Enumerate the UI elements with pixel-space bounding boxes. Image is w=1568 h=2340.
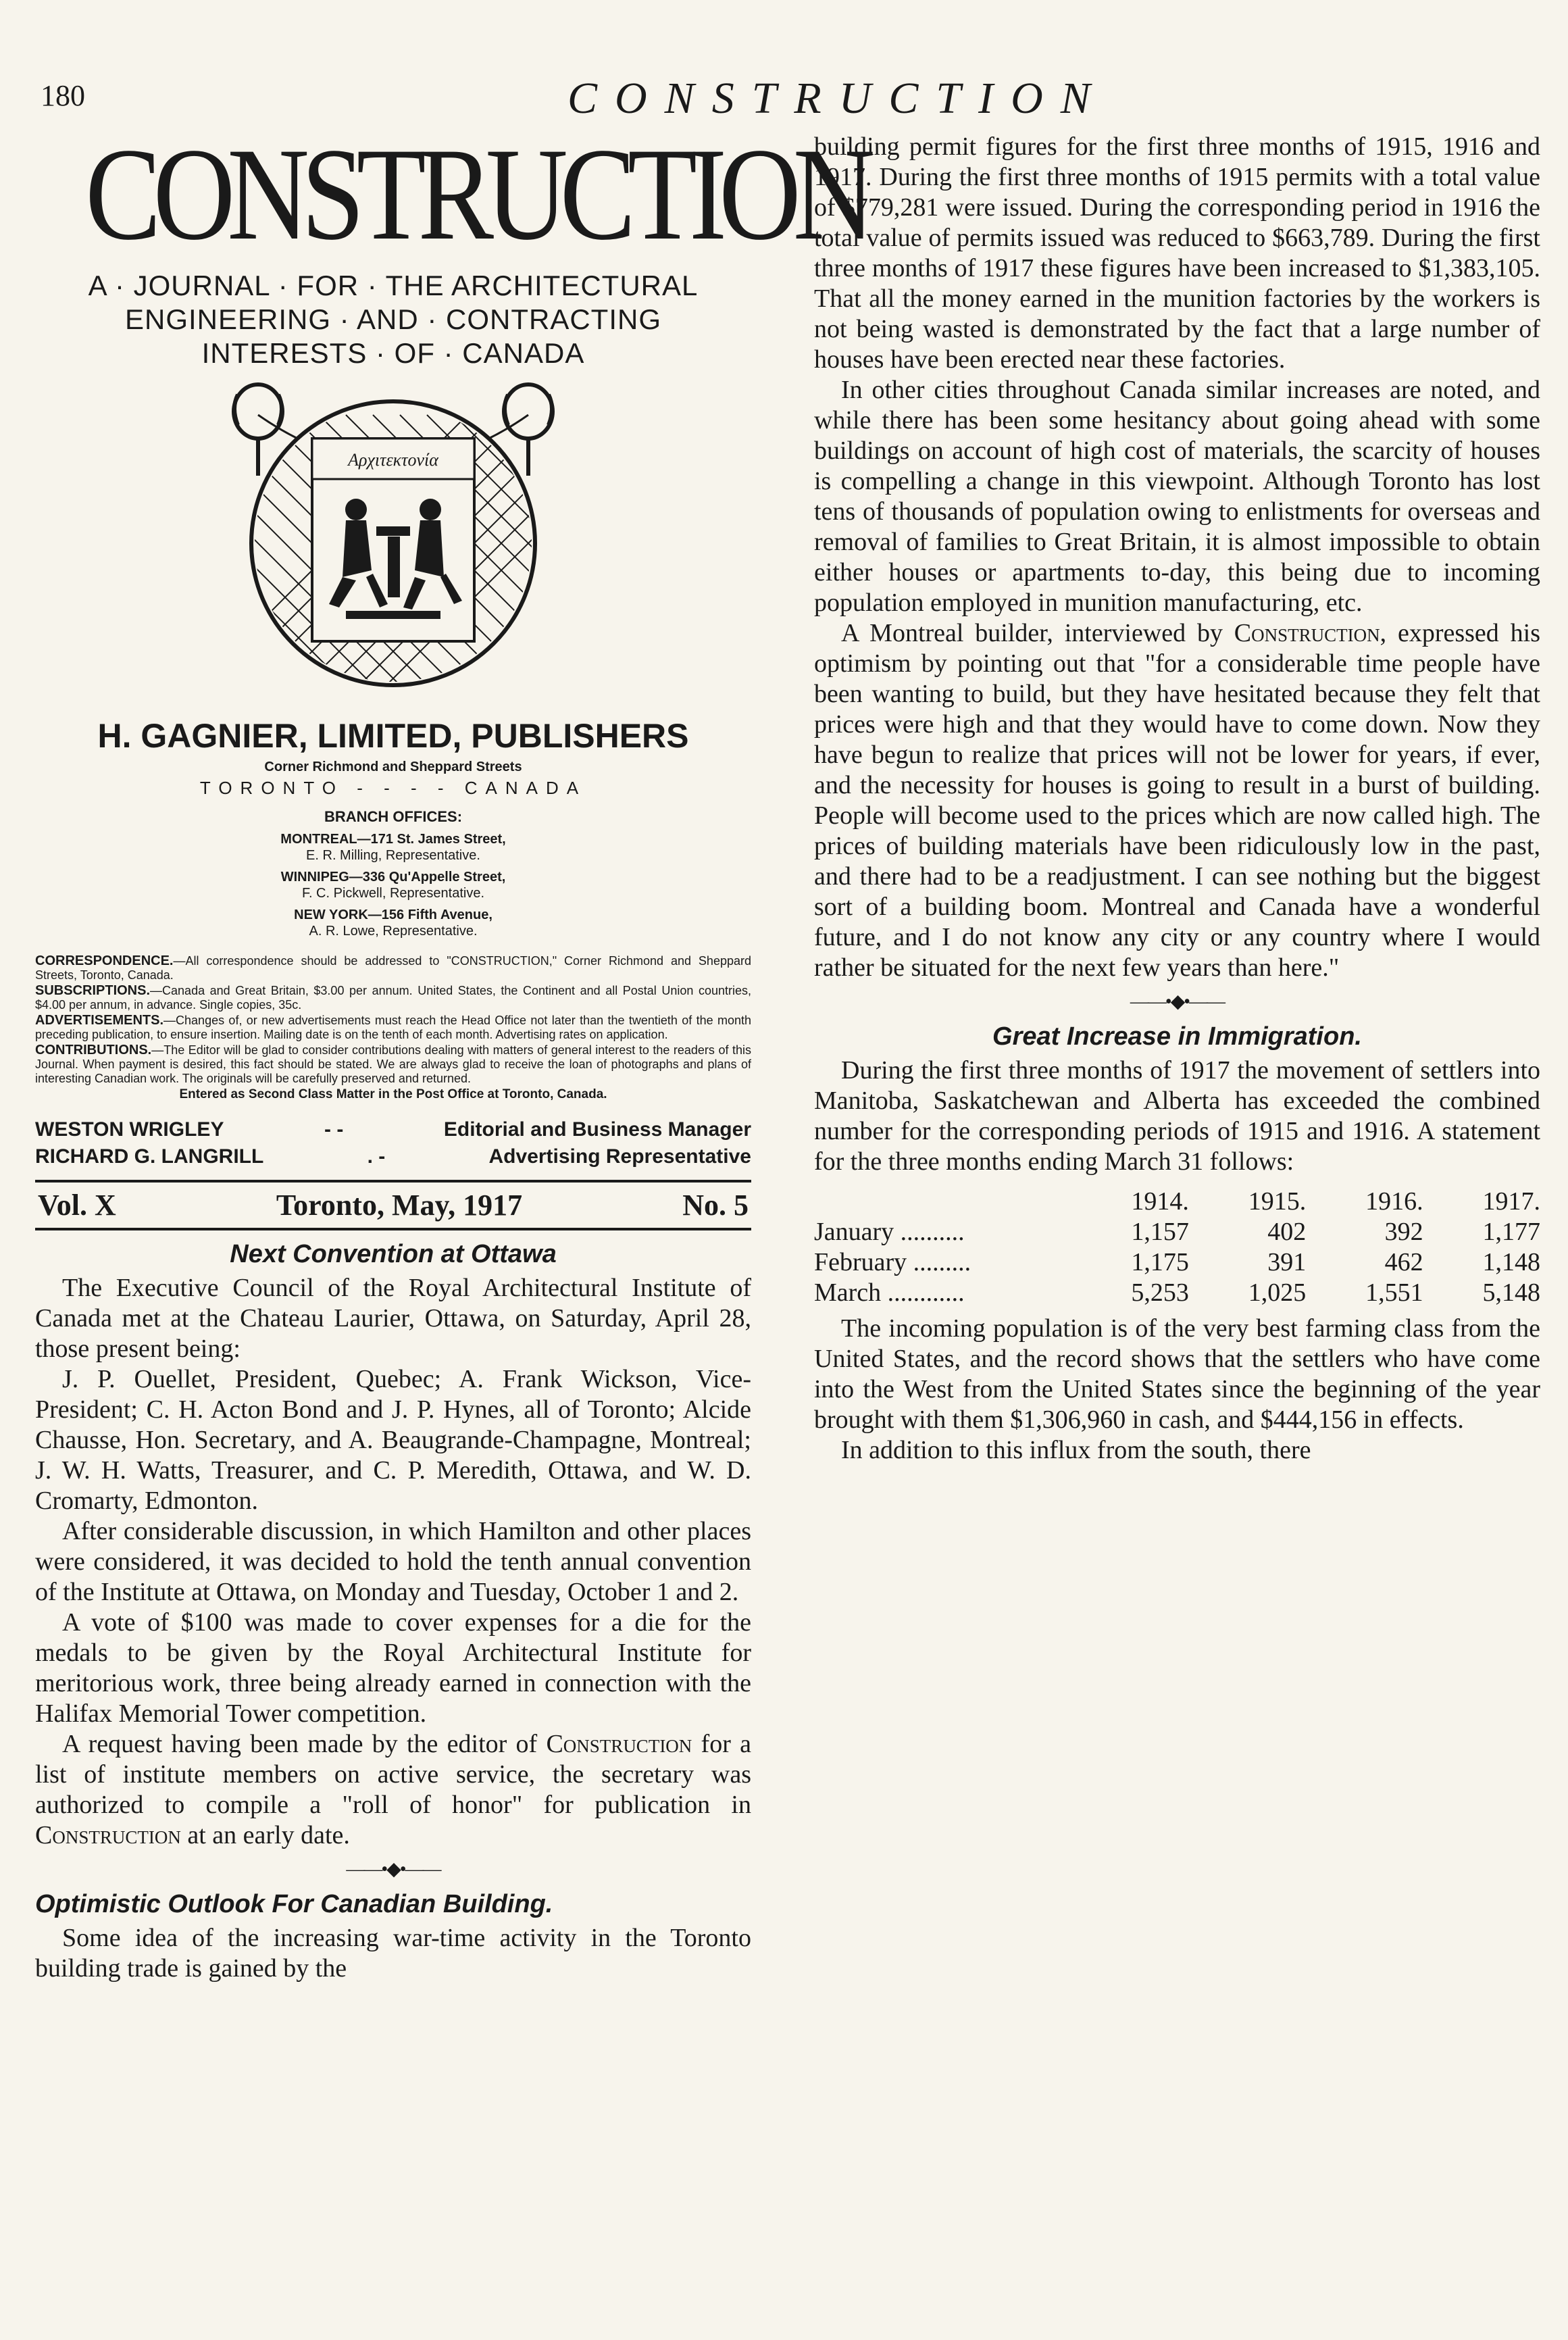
notice-contributions <box>35 1043 751 1086</box>
staff-row <box>35 1143 751 1170</box>
issue-bar <box>35 1180 751 1230</box>
issue-number: No. 5 <box>682 1189 749 1222</box>
notice-label: CORRESPONDENCE. <box>35 953 174 968</box>
masthead <box>35 121 867 712</box>
page-number: 180 <box>41 79 85 112</box>
table-row <box>814 1278 1540 1308</box>
staff-separator: - - <box>324 1118 344 1141</box>
table-row <box>814 1247 1540 1278</box>
notice-subscriptions <box>35 984 751 1012</box>
notice-text: —The Editor will be glad to consider contributions dealing with matters of general interest to the readers of this Journal. When payment is desired, this fact should be stated. We are always glad to receive the loan of photographs and plans of interesting Canadian work. The originals will be carefully preserved and returned. <box>35 1043 751 1085</box>
table-header: 1917. <box>1482 1187 1540 1216</box>
paragraph: During the first three months of 1917 the movement of settlers into Manitoba, Saskatchewan and Alberta has exceeded the combined number for the corresponding periods of 1915 and 1916. A statement for the three months ending March 31 follows: <box>814 1056 1540 1176</box>
branch-representative: F. C. Pickwell, Representative. <box>301 886 485 901</box>
table-cell: 1,177 <box>1482 1218 1540 1246</box>
branch-representative: A. R. Lowe, Representative. <box>309 924 478 939</box>
table-header: 1915. <box>1248 1187 1307 1216</box>
table-cell: 5,253 <box>1131 1278 1189 1307</box>
article-heading-convention: Next Convention at Ottawa <box>230 1240 557 1268</box>
table-cell: 1,175 <box>1131 1248 1189 1276</box>
table-header: 1916. <box>1365 1187 1423 1216</box>
article-heading-immigration: Great Increase in Immigration. <box>992 1022 1362 1051</box>
notice-text: —All correspondence should be addressed to "CONSTRUCTION," Corner Richmond and Sheppard Streets, Toronto, Canada. <box>35 954 751 982</box>
notice-label: SUBSCRIPTIONS. <box>35 983 151 998</box>
table-cell: 1,157 <box>1131 1218 1189 1246</box>
text-run: at an early date. <box>180 1821 350 1849</box>
staff-row <box>35 1116 751 1143</box>
section-ornament: ——•◆•—— <box>346 1859 440 1880</box>
journal-name: Construction <box>35 1821 181 1849</box>
section-ornament: ——•◆•—— <box>1130 991 1225 1012</box>
notice-advertisements <box>35 1014 751 1042</box>
table-cell: 1,025 <box>1248 1278 1307 1307</box>
table-header-row <box>814 1187 1540 1217</box>
text-run: , expressed his optimism by pointing out that "for a considerable time people have been wanting to build, but they have hesitated because they felt that prices were high and that they would have to come down. Now they have begun to realize that prices will not be lower for years, if ever, and the necessity for houses is going to result in a burst of building. People will become used to the prices which are now called high. The prices of building materials have been ridiculously low in the past, and there had to be a readjustment. I can see nothing but the biggest sort of a building boom. Montreal and Canada have a wonderful future, and I do not know any city or any country where I would rather be situated for the next few years than here." <box>814 619 1540 982</box>
branch-representative: E. R. Milling, Representative. <box>306 848 480 863</box>
paragraph: In addition to this influx from the south, there <box>841 1436 1311 1464</box>
table-cell-month: February ......... <box>814 1248 971 1276</box>
paragraph <box>814 618 1540 983</box>
table-cell: 462 <box>1384 1248 1423 1276</box>
table-cell: 402 <box>1267 1218 1307 1246</box>
article-heading-optimistic: Optimistic Outlook For Canadian Building. <box>35 1890 553 1918</box>
branch-office <box>35 869 751 901</box>
running-title: CONSTRUCTION <box>567 74 1108 123</box>
emblem-inscription: Αρχιτεκτονία <box>348 450 438 470</box>
paragraph: The incoming population is of the very best farming class from the United States, and the record shows that the settlers who have come into the West from the United States since the beginning of the year brought with them $1,306,960 in cash, and $444,156 in effects. <box>814 1314 1540 1434</box>
branch-offices-heading: BRANCH OFFICES: <box>324 808 463 825</box>
paragraph <box>35 1729 751 1851</box>
tagline <box>35 269 751 370</box>
staff-role: Editorial and Business Manager <box>443 1118 751 1141</box>
branch-office <box>35 907 751 939</box>
tagline-line: A · JOURNAL · FOR · THE ARCHITECTURAL <box>88 270 699 301</box>
entered-notice: Entered as Second Class Matter in the Post Office at Toronto, Canada. <box>179 1087 607 1101</box>
paragraph: After considerable discussion, in which Hamilton and other places were considered, it was decided to hold the tenth annual convention of the Institute at Ottawa, on Monday and Tuesday, October 1 and 2. <box>35 1517 751 1606</box>
paragraph: building permit figures for the first three months of 1915, 1916 and 1917. During the first three months of 1915 permits with a total value of $779,281 were issued. During the corresponding period in 1916 the total value of permits issued was reduced to $663,789. During the first three months of 1917 these figures have been increased to $1,383,105. That all the money earned in the munition factories by the workers is not being wasted is demonstrated by the fact that a large number of houses have been erected near these factories. <box>814 132 1540 374</box>
emblem-illustration <box>211 374 576 705</box>
staff-listing <box>35 1116 751 1170</box>
table-cell: 391 <box>1267 1248 1307 1276</box>
table-header-blank <box>814 1187 1072 1217</box>
text-run: for a list of institute members on active service, the secretary was authorized to compile a "roll of honor" for publication in <box>35 1730 751 1819</box>
immigration-table <box>814 1187 1540 1308</box>
table-cell: 5,148 <box>1482 1278 1540 1307</box>
table-cell: 392 <box>1384 1218 1423 1246</box>
paragraph: J. P. Ouellet, President, Quebec; A. Frank Wickson, Vice-President; C. H. Acton Bond and J. P. Hynes, all of Toronto; Alcide Chausse, Hon. Secretary, and A. Beaugrande-Champagne, Montreal; J. W. H. Watts, Treasurer, and C. P. Meredith, Ottawa, and W. D. Cromarty, Edmonton. <box>35 1365 751 1515</box>
issue-volume: Vol. X <box>38 1189 116 1222</box>
tagline-line: INTERESTS · OF · CANADA <box>201 337 585 369</box>
left-column <box>35 121 867 1984</box>
journal-name: Construction <box>1234 619 1380 647</box>
branch-address: NEW YORK—156 Fifth Avenue, <box>294 907 492 922</box>
paragraph: The Executive Council of the Royal Architectural Institute of Canada met at the Chateau Laurier, Ottawa, on Saturday, April 28, those present being: <box>35 1274 751 1363</box>
notice-text: —Canada and Great Britain, $3.00 per annum. United States, the Continent and all Postal Union countries, $4.00 per annum, in advance. Single copies, 35c. <box>35 984 751 1012</box>
branch-address: MONTREAL—171 St. James Street, <box>280 832 506 847</box>
branch-address: WINNIPEG—336 Qu'Appelle Street, <box>280 870 506 885</box>
notices <box>35 954 751 1101</box>
table-cell-month: March ............ <box>814 1278 965 1307</box>
table-header: 1914. <box>1131 1187 1189 1216</box>
staff-name: WESTON WRIGLEY <box>35 1118 224 1141</box>
text-run: A request having been made by the editor of <box>62 1730 547 1758</box>
text-run: A Montreal builder, interviewed by <box>841 619 1234 647</box>
staff-role: Advertising Representative <box>488 1145 751 1168</box>
notice-correspondence <box>35 954 751 982</box>
notice-label: CONTRIBUTIONS. <box>35 1043 152 1057</box>
paragraph: A vote of $100 was made to cover expenses for a die for the medals to be given by the Royal Architectural Institute for meritorious work, three being already earned in connection with the Halifax Memorial Tower competition. <box>35 1608 751 1728</box>
table-cell: 1,148 <box>1482 1248 1540 1276</box>
tagline-line: ENGINEERING · AND · CONTRACTING <box>124 303 662 335</box>
journal-name: Construction <box>546 1730 692 1758</box>
publisher-city: TORONTO - - - - CANADA <box>199 778 587 798</box>
notice-text: —Changes of, or new advertisements must reach the Head Office not later than the twentieth of the month preceding publication, to ensure insertion. Mailing date is on the tenth of each month. Advertising rates on application. <box>35 1014 751 1041</box>
table-row <box>814 1217 1540 1247</box>
issue-place-date: Toronto, May, 1917 <box>276 1189 523 1222</box>
publisher-name: H. GAGNIER, LIMITED, PUBLISHERS <box>97 717 689 755</box>
branch-office <box>35 831 751 864</box>
notice-label: ADVERTISEMENTS. <box>35 1013 164 1028</box>
staff-separator: . - <box>367 1145 386 1168</box>
paragraph: In other cities throughout Canada similar increases are noted, and while there has been some hesitancy about going ahead with some buildings on account of high cost of materials, the scarcity of houses is compelling a change in this viewpoint. Although Toronto has lost tens of thousands of population owing to enlistments for overseas and removal of families to Great Britain, it is almost impossible to obtain either houses or apartments to-day, this being due to incoming population employed in munition manufacturing, etc. <box>814 376 1540 617</box>
paragraph: Some idea of the increasing war-time activity in the Toronto building trade is gained by the <box>35 1924 751 1983</box>
emblem <box>35 374 751 712</box>
table-cell: 1,551 <box>1365 1278 1423 1307</box>
staff-name: RICHARD G. LANGRILL <box>35 1145 264 1168</box>
table-cell-month: January .......... <box>814 1218 965 1246</box>
masthead-title: CONSTRUCTION <box>85 121 867 268</box>
publisher-address: Corner Richmond and Sheppard Streets <box>264 760 522 774</box>
right-column <box>814 132 1540 1466</box>
